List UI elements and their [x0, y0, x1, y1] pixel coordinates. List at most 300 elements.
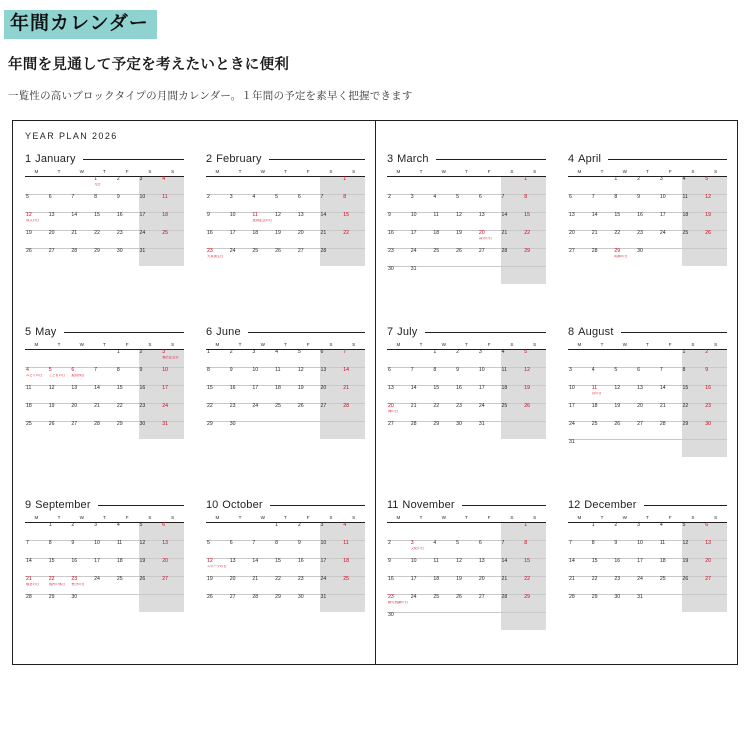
calendar-day-cell[interactable]	[320, 176, 343, 194]
calendar-day-cell[interactable]	[568, 385, 591, 403]
calendar-day-cell[interactable]	[48, 212, 71, 230]
calendar-day-cell[interactable]	[410, 576, 433, 594]
calendar-day-cell[interactable]	[501, 403, 524, 421]
calendar-day-cell[interactable]	[659, 439, 682, 457]
calendar-day-cell[interactable]	[659, 385, 682, 403]
calendar-day-cell[interactable]	[320, 576, 343, 594]
calendar-day-cell[interactable]	[501, 367, 524, 385]
calendar-day-cell[interactable]	[501, 230, 524, 248]
calendar-day-cell[interactable]	[70, 576, 93, 594]
calendar-day-cell[interactable]	[93, 194, 116, 212]
calendar-day-cell[interactable]	[478, 266, 501, 284]
calendar-day-cell[interactable]	[48, 576, 71, 594]
calendar-day-cell[interactable]	[251, 522, 274, 540]
calendar-day-cell[interactable]	[161, 558, 184, 576]
calendar-day-cell[interactable]	[274, 212, 297, 230]
calendar-day-cell[interactable]	[116, 540, 139, 558]
calendar-day-cell[interactable]	[455, 421, 478, 439]
calendar-day-cell[interactable]	[206, 248, 229, 266]
calendar-day-cell[interactable]	[682, 230, 705, 248]
calendar-day-cell[interactable]	[387, 522, 410, 540]
calendar-day-cell[interactable]	[116, 385, 139, 403]
calendar-day-cell[interactable]	[636, 576, 659, 594]
calendar-day-cell[interactable]	[636, 522, 659, 540]
calendar-day-cell[interactable]	[591, 212, 614, 230]
calendar-day-cell[interactable]	[636, 594, 659, 612]
calendar-day-cell[interactable]	[274, 230, 297, 248]
calendar-day-cell[interactable]	[523, 576, 546, 594]
calendar-day-cell[interactable]	[139, 212, 162, 230]
calendar-day-cell[interactable]	[591, 594, 614, 612]
calendar-day-cell[interactable]	[432, 212, 455, 230]
calendar-day-cell[interactable]	[682, 522, 705, 540]
calendar-day-cell[interactable]	[320, 212, 343, 230]
calendar-day-cell[interactable]	[432, 612, 455, 630]
calendar-day-cell[interactable]	[320, 385, 343, 403]
calendar-day-cell[interactable]	[682, 385, 705, 403]
calendar-day-cell[interactable]	[93, 403, 116, 421]
calendar-day-cell[interactable]	[613, 439, 636, 457]
calendar-day-cell[interactable]	[161, 540, 184, 558]
calendar-day-cell[interactable]	[297, 194, 320, 212]
calendar-day-cell[interactable]	[93, 230, 116, 248]
calendar-day-cell[interactable]	[591, 230, 614, 248]
calendar-day-cell[interactable]	[342, 403, 365, 421]
calendar-day-cell[interactable]	[704, 558, 727, 576]
calendar-day-cell[interactable]	[410, 248, 433, 266]
calendar-day-cell[interactable]	[93, 558, 116, 576]
calendar-day-cell[interactable]	[501, 349, 524, 367]
calendar-day-cell[interactable]	[523, 266, 546, 284]
calendar-day-cell[interactable]	[251, 367, 274, 385]
calendar-day-cell[interactable]	[455, 522, 478, 540]
calendar-day-cell[interactable]	[410, 266, 433, 284]
calendar-day-cell[interactable]	[568, 349, 591, 367]
calendar-day-cell[interactable]	[320, 230, 343, 248]
calendar-day-cell[interactable]	[116, 230, 139, 248]
calendar-day-cell[interactable]	[70, 212, 93, 230]
calendar-day-cell[interactable]	[25, 522, 48, 540]
calendar-day-cell[interactable]	[161, 594, 184, 612]
calendar-day-cell[interactable]	[478, 194, 501, 212]
calendar-day-cell[interactable]	[523, 230, 546, 248]
calendar-day-cell[interactable]	[613, 558, 636, 576]
calendar-day-cell[interactable]	[659, 349, 682, 367]
calendar-day-cell[interactable]	[116, 403, 139, 421]
calendar-day-cell[interactable]	[478, 576, 501, 594]
calendar-day-cell[interactable]	[387, 248, 410, 266]
calendar-day-cell[interactable]	[636, 403, 659, 421]
calendar-day-cell[interactable]	[704, 421, 727, 439]
calendar-day-cell[interactable]	[501, 194, 524, 212]
calendar-day-cell[interactable]	[274, 385, 297, 403]
calendar-day-cell[interactable]	[704, 367, 727, 385]
calendar-day-cell[interactable]	[297, 421, 320, 439]
calendar-day-cell[interactable]	[659, 558, 682, 576]
calendar-day-cell[interactable]	[206, 385, 229, 403]
calendar-day-cell[interactable]	[206, 349, 229, 367]
calendar-day-cell[interactable]	[70, 403, 93, 421]
calendar-day-cell[interactable]	[342, 212, 365, 230]
calendar-day-cell[interactable]	[320, 367, 343, 385]
calendar-day-cell[interactable]	[139, 385, 162, 403]
calendar-day-cell[interactable]	[297, 385, 320, 403]
calendar-day-cell[interactable]	[387, 212, 410, 230]
calendar-day-cell[interactable]	[659, 230, 682, 248]
calendar-day-cell[interactable]	[25, 558, 48, 576]
calendar-day-cell[interactable]	[432, 367, 455, 385]
calendar-day-cell[interactable]	[613, 349, 636, 367]
calendar-day-cell[interactable]	[25, 367, 48, 385]
calendar-day-cell[interactable]	[410, 194, 433, 212]
calendar-day-cell[interactable]	[93, 212, 116, 230]
calendar-day-cell[interactable]	[568, 367, 591, 385]
calendar-day-cell[interactable]	[523, 421, 546, 439]
calendar-day-cell[interactable]	[342, 421, 365, 439]
calendar-day-cell[interactable]	[410, 594, 433, 612]
calendar-day-cell[interactable]	[48, 349, 71, 367]
calendar-day-cell[interactable]	[704, 439, 727, 457]
calendar-day-cell[interactable]	[229, 403, 252, 421]
calendar-day-cell[interactable]	[206, 403, 229, 421]
calendar-day-cell[interactable]	[387, 367, 410, 385]
calendar-day-cell[interactable]	[501, 522, 524, 540]
calendar-day-cell[interactable]	[591, 385, 614, 403]
calendar-day-cell[interactable]	[455, 540, 478, 558]
calendar-day-cell[interactable]	[704, 403, 727, 421]
calendar-day-cell[interactable]	[387, 558, 410, 576]
calendar-day-cell[interactable]	[387, 194, 410, 212]
calendar-day-cell[interactable]	[342, 385, 365, 403]
calendar-day-cell[interactable]	[432, 421, 455, 439]
calendar-day-cell[interactable]	[410, 558, 433, 576]
calendar-day-cell[interactable]	[274, 349, 297, 367]
calendar-day-cell[interactable]	[161, 421, 184, 439]
calendar-day-cell[interactable]	[568, 403, 591, 421]
calendar-day-cell[interactable]	[523, 612, 546, 630]
calendar-day-cell[interactable]	[613, 248, 636, 266]
calendar-day-cell[interactable]	[48, 230, 71, 248]
calendar-day-cell[interactable]	[387, 540, 410, 558]
calendar-day-cell[interactable]	[48, 594, 71, 612]
calendar-day-cell[interactable]	[320, 540, 343, 558]
calendar-day-cell[interactable]	[25, 176, 48, 194]
calendar-day-cell[interactable]	[116, 367, 139, 385]
calendar-day-cell[interactable]	[229, 212, 252, 230]
calendar-day-cell[interactable]	[139, 403, 162, 421]
calendar-day-cell[interactable]	[659, 421, 682, 439]
calendar-day-cell[interactable]	[229, 176, 252, 194]
calendar-day-cell[interactable]	[48, 522, 71, 540]
calendar-day-cell[interactable]	[591, 522, 614, 540]
calendar-day-cell[interactable]	[591, 540, 614, 558]
calendar-day-cell[interactable]	[659, 248, 682, 266]
calendar-day-cell[interactable]	[229, 194, 252, 212]
calendar-day-cell[interactable]	[682, 194, 705, 212]
calendar-day-cell[interactable]	[432, 194, 455, 212]
calendar-day-cell[interactable]	[432, 248, 455, 266]
calendar-day-cell[interactable]	[206, 367, 229, 385]
calendar-day-cell[interactable]	[591, 194, 614, 212]
calendar-day-cell[interactable]	[25, 385, 48, 403]
calendar-day-cell[interactable]	[478, 248, 501, 266]
calendar-day-cell[interactable]	[478, 540, 501, 558]
calendar-day-cell[interactable]	[636, 558, 659, 576]
calendar-day-cell[interactable]	[139, 176, 162, 194]
calendar-day-cell[interactable]	[613, 576, 636, 594]
calendar-day-cell[interactable]	[161, 194, 184, 212]
calendar-day-cell[interactable]	[636, 439, 659, 457]
calendar-day-cell[interactable]	[206, 230, 229, 248]
calendar-day-cell[interactable]	[229, 558, 252, 576]
calendar-day-cell[interactable]	[297, 230, 320, 248]
calendar-day-cell[interactable]	[682, 349, 705, 367]
calendar-day-cell[interactable]	[568, 594, 591, 612]
calendar-day-cell[interactable]	[93, 349, 116, 367]
calendar-day-cell[interactable]	[682, 558, 705, 576]
calendar-day-cell[interactable]	[70, 385, 93, 403]
calendar-day-cell[interactable]	[410, 403, 433, 421]
calendar-day-cell[interactable]	[659, 212, 682, 230]
calendar-day-cell[interactable]	[478, 421, 501, 439]
calendar-day-cell[interactable]	[297, 540, 320, 558]
calendar-day-cell[interactable]	[501, 540, 524, 558]
calendar-day-cell[interactable]	[139, 421, 162, 439]
calendar-day-cell[interactable]	[682, 248, 705, 266]
calendar-day-cell[interactable]	[704, 576, 727, 594]
calendar-day-cell[interactable]	[568, 194, 591, 212]
calendar-day-cell[interactable]	[342, 230, 365, 248]
calendar-day-cell[interactable]	[523, 212, 546, 230]
calendar-day-cell[interactable]	[48, 367, 71, 385]
calendar-day-cell[interactable]	[455, 230, 478, 248]
calendar-day-cell[interactable]	[297, 212, 320, 230]
calendar-day-cell[interactable]	[70, 194, 93, 212]
calendar-day-cell[interactable]	[297, 594, 320, 612]
calendar-day-cell[interactable]	[70, 558, 93, 576]
calendar-day-cell[interactable]	[70, 176, 93, 194]
calendar-day-cell[interactable]	[342, 594, 365, 612]
calendar-day-cell[interactable]	[320, 522, 343, 540]
calendar-day-cell[interactable]	[48, 421, 71, 439]
calendar-day-cell[interactable]	[161, 403, 184, 421]
calendar-day-cell[interactable]	[116, 522, 139, 540]
calendar-day-cell[interactable]	[568, 540, 591, 558]
calendar-day-cell[interactable]	[251, 349, 274, 367]
calendar-day-cell[interactable]	[274, 558, 297, 576]
calendar-day-cell[interactable]	[636, 367, 659, 385]
calendar-day-cell[interactable]	[274, 248, 297, 266]
calendar-day-cell[interactable]	[523, 176, 546, 194]
calendar-day-cell[interactable]	[320, 594, 343, 612]
calendar-day-cell[interactable]	[455, 403, 478, 421]
calendar-day-cell[interactable]	[523, 385, 546, 403]
calendar-day-cell[interactable]	[455, 212, 478, 230]
calendar-day-cell[interactable]	[297, 248, 320, 266]
calendar-day-cell[interactable]	[523, 194, 546, 212]
calendar-day-cell[interactable]	[274, 522, 297, 540]
calendar-day-cell[interactable]	[274, 594, 297, 612]
calendar-day-cell[interactable]	[568, 176, 591, 194]
calendar-day-cell[interactable]	[93, 421, 116, 439]
calendar-day-cell[interactable]	[229, 540, 252, 558]
calendar-day-cell[interactable]	[591, 403, 614, 421]
calendar-day-cell[interactable]	[387, 349, 410, 367]
calendar-day-cell[interactable]	[455, 176, 478, 194]
calendar-day-cell[interactable]	[387, 385, 410, 403]
calendar-day-cell[interactable]	[478, 522, 501, 540]
calendar-day-cell[interactable]	[206, 212, 229, 230]
calendar-day-cell[interactable]	[93, 522, 116, 540]
calendar-day-cell[interactable]	[342, 367, 365, 385]
calendar-day-cell[interactable]	[432, 594, 455, 612]
calendar-day-cell[interactable]	[636, 421, 659, 439]
calendar-day-cell[interactable]	[251, 248, 274, 266]
calendar-day-cell[interactable]	[93, 540, 116, 558]
calendar-day-cell[interactable]	[455, 367, 478, 385]
calendar-day-cell[interactable]	[139, 558, 162, 576]
calendar-day-cell[interactable]	[523, 594, 546, 612]
calendar-day-cell[interactable]	[432, 266, 455, 284]
calendar-day-cell[interactable]	[297, 558, 320, 576]
calendar-day-cell[interactable]	[432, 576, 455, 594]
calendar-day-cell[interactable]	[320, 349, 343, 367]
calendar-day-cell[interactable]	[342, 349, 365, 367]
calendar-day-cell[interactable]	[342, 540, 365, 558]
calendar-day-cell[interactable]	[116, 594, 139, 612]
calendar-day-cell[interactable]	[613, 421, 636, 439]
calendar-day-cell[interactable]	[591, 349, 614, 367]
calendar-day-cell[interactable]	[116, 421, 139, 439]
calendar-day-cell[interactable]	[478, 385, 501, 403]
calendar-day-cell[interactable]	[659, 540, 682, 558]
calendar-day-cell[interactable]	[274, 403, 297, 421]
calendar-day-cell[interactable]	[478, 176, 501, 194]
calendar-day-cell[interactable]	[410, 367, 433, 385]
calendar-day-cell[interactable]	[206, 576, 229, 594]
calendar-day-cell[interactable]	[613, 522, 636, 540]
calendar-day-cell[interactable]	[93, 385, 116, 403]
calendar-day-cell[interactable]	[410, 612, 433, 630]
calendar-day-cell[interactable]	[116, 248, 139, 266]
calendar-day-cell[interactable]	[501, 266, 524, 284]
calendar-day-cell[interactable]	[523, 558, 546, 576]
calendar-day-cell[interactable]	[501, 421, 524, 439]
calendar-day-cell[interactable]	[455, 594, 478, 612]
calendar-day-cell[interactable]	[93, 576, 116, 594]
calendar-day-cell[interactable]	[251, 212, 274, 230]
calendar-day-cell[interactable]	[455, 612, 478, 630]
calendar-day-cell[interactable]	[48, 194, 71, 212]
calendar-day-cell[interactable]	[25, 248, 48, 266]
calendar-day-cell[interactable]	[613, 403, 636, 421]
calendar-day-cell[interactable]	[229, 248, 252, 266]
calendar-day-cell[interactable]	[251, 230, 274, 248]
calendar-day-cell[interactable]	[523, 403, 546, 421]
calendar-day-cell[interactable]	[342, 248, 365, 266]
calendar-day-cell[interactable]	[93, 176, 116, 194]
calendar-day-cell[interactable]	[297, 522, 320, 540]
calendar-day-cell[interactable]	[613, 194, 636, 212]
calendar-day-cell[interactable]	[501, 576, 524, 594]
calendar-day-cell[interactable]	[704, 248, 727, 266]
calendar-day-cell[interactable]	[591, 558, 614, 576]
calendar-day-cell[interactable]	[70, 367, 93, 385]
calendar-day-cell[interactable]	[25, 194, 48, 212]
calendar-day-cell[interactable]	[70, 230, 93, 248]
calendar-day-cell[interactable]	[432, 403, 455, 421]
calendar-day-cell[interactable]	[139, 194, 162, 212]
calendar-day-cell[interactable]	[274, 576, 297, 594]
calendar-day-cell[interactable]	[229, 522, 252, 540]
calendar-day-cell[interactable]	[25, 349, 48, 367]
calendar-day-cell[interactable]	[704, 349, 727, 367]
calendar-day-cell[interactable]	[523, 248, 546, 266]
calendar-day-cell[interactable]	[251, 176, 274, 194]
calendar-day-cell[interactable]	[229, 230, 252, 248]
calendar-day-cell[interactable]	[682, 176, 705, 194]
calendar-day-cell[interactable]	[704, 230, 727, 248]
calendar-day-cell[interactable]	[636, 385, 659, 403]
calendar-day-cell[interactable]	[659, 576, 682, 594]
calendar-day-cell[interactable]	[387, 594, 410, 612]
calendar-day-cell[interactable]	[116, 194, 139, 212]
calendar-day-cell[interactable]	[70, 349, 93, 367]
calendar-day-cell[interactable]	[387, 230, 410, 248]
calendar-day-cell[interactable]	[93, 367, 116, 385]
calendar-day-cell[interactable]	[70, 522, 93, 540]
calendar-day-cell[interactable]	[636, 176, 659, 194]
calendar-day-cell[interactable]	[139, 594, 162, 612]
calendar-day-cell[interactable]	[636, 194, 659, 212]
calendar-day-cell[interactable]	[48, 403, 71, 421]
calendar-day-cell[interactable]	[25, 403, 48, 421]
calendar-day-cell[interactable]	[387, 176, 410, 194]
calendar-day-cell[interactable]	[568, 522, 591, 540]
calendar-day-cell[interactable]	[139, 349, 162, 367]
calendar-day-cell[interactable]	[93, 594, 116, 612]
calendar-day-cell[interactable]	[320, 421, 343, 439]
calendar-day-cell[interactable]	[161, 522, 184, 540]
calendar-day-cell[interactable]	[455, 385, 478, 403]
calendar-day-cell[interactable]	[568, 439, 591, 457]
calendar-day-cell[interactable]	[410, 385, 433, 403]
calendar-day-cell[interactable]	[161, 385, 184, 403]
calendar-day-cell[interactable]	[478, 349, 501, 367]
calendar-day-cell[interactable]	[478, 403, 501, 421]
calendar-day-cell[interactable]	[501, 212, 524, 230]
calendar-day-cell[interactable]	[25, 594, 48, 612]
calendar-day-cell[interactable]	[659, 594, 682, 612]
calendar-day-cell[interactable]	[501, 612, 524, 630]
calendar-day-cell[interactable]	[251, 576, 274, 594]
calendar-day-cell[interactable]	[501, 176, 524, 194]
calendar-day-cell[interactable]	[501, 385, 524, 403]
calendar-day-cell[interactable]	[139, 540, 162, 558]
calendar-day-cell[interactable]	[116, 176, 139, 194]
calendar-day-cell[interactable]	[229, 594, 252, 612]
calendar-day-cell[interactable]	[636, 212, 659, 230]
calendar-day-cell[interactable]	[342, 176, 365, 194]
calendar-day-cell[interactable]	[48, 176, 71, 194]
calendar-day-cell[interactable]	[206, 194, 229, 212]
calendar-day-cell[interactable]	[636, 248, 659, 266]
calendar-day-cell[interactable]	[613, 594, 636, 612]
calendar-day-cell[interactable]	[455, 349, 478, 367]
calendar-day-cell[interactable]	[274, 540, 297, 558]
calendar-day-cell[interactable]	[568, 212, 591, 230]
calendar-day-cell[interactable]	[704, 194, 727, 212]
